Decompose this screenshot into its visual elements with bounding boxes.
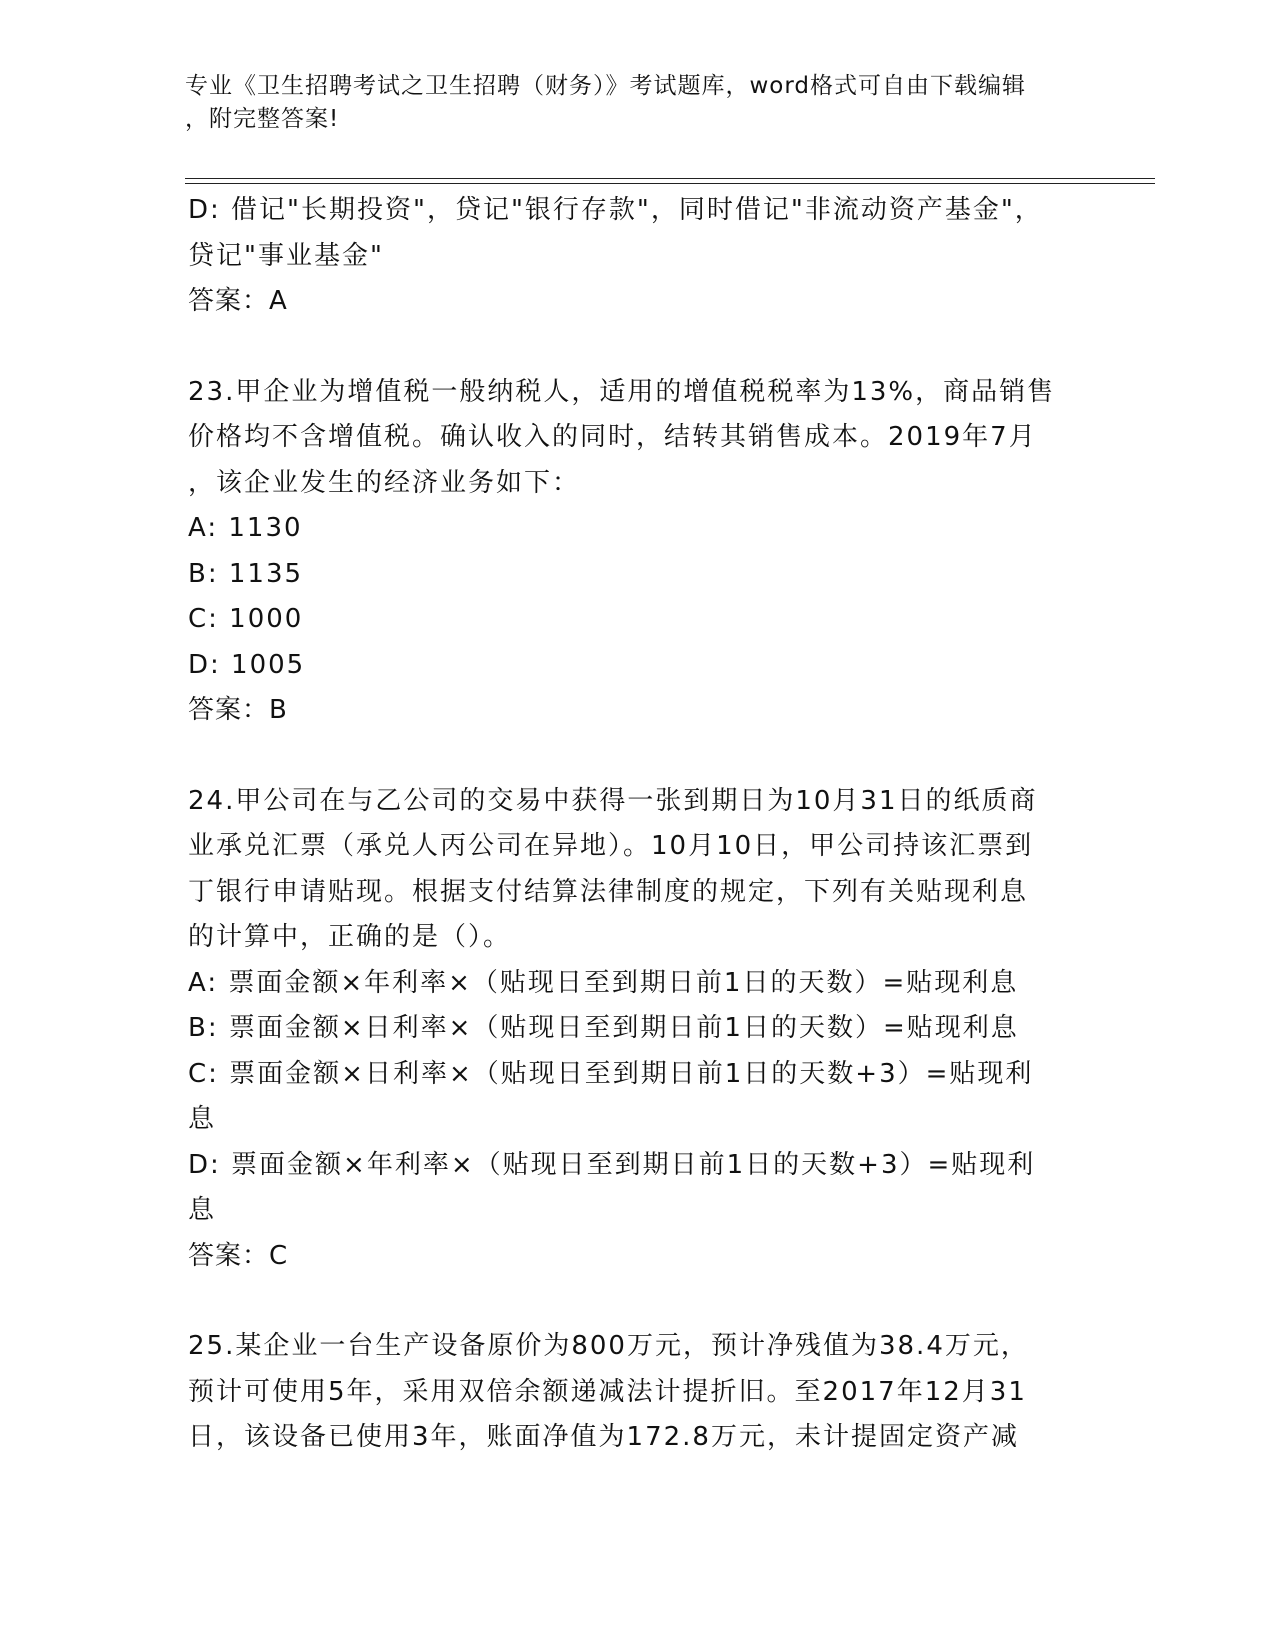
question-stem: 价格均不含增值税。确认收入的同时，结转其销售成本。2019年7月 [188,422,1037,452]
option-d-continued: 息 [188,1195,217,1225]
header-line: 专业《卫生招聘考试之卫生招聘（财务）》考试题库，word格式可自由下载编辑 [185,73,1027,99]
header-divider [185,183,1155,184]
question-stem: 24.甲公司在与乙公司的交易中获得一张到期日为10月31日的纸质商 [188,785,1038,816]
header-line: ，附完整答案! [185,106,340,132]
option-b: B: 1135 [188,558,304,589]
option-c: C: 1000 [188,604,304,634]
option-c-continued: 息 [188,1104,217,1134]
question-content [188,188,1088,1461]
option-d-continued: 贷记"事业基金" [188,240,384,271]
question-22-tail [188,188,1088,325]
document-header [185,70,1065,136]
option-b: B: 票面金额×日利率×（贴现日至到期日前1日的天数）=贴现利息 [188,1013,1019,1043]
question-stem: 的计算中，正确的是（）。 [188,922,512,952]
option-a: A: 1130 [188,513,303,543]
question-23 [188,370,1088,734]
question-24 [188,779,1088,1280]
answer: 答案：B [188,695,288,725]
question-stem: 25.某企业一台生产设备原价为800万元，预计净残值为38.4万元， [188,1331,1029,1361]
question-25 [188,1324,1088,1461]
question-stem: 预计可使用5年，采用双倍余额递减法计提折旧。至2017年12月31 [188,1376,1027,1407]
option-a: A: 票面金额×年利率×（贴现日至到期日前1日的天数）=贴现利息 [188,967,1019,998]
question-stem: 丁银行申请贴现。根据支付结算法律制度的规定，下列有关贴现利息 [188,876,1029,907]
question-stem: ，该企业发生的经济业务如下： [188,467,581,498]
option-d: D: 借记"长期投资"，贷记"银行存款"，同时借记"非流动资产基金"， [188,195,1043,225]
option-c: C: 票面金额×日利率×（贴现日至到期日前1日的天数+3）=贴现利 [188,1058,1034,1089]
answer: 答案：A [188,286,288,316]
question-stem: 业承兑汇票（承兑人丙公司在异地）。10月10日，甲公司持该汇票到 [188,831,1034,861]
option-d: D: 票面金额×年利率×（贴现日至到期日前1日的天数+3）=贴现利 [188,1149,1036,1180]
question-stem: 日，该设备已使用3年，账面净值为172.8万元，未计提固定资产减 [188,1422,1019,1452]
option-d: D: 1005 [188,649,306,680]
header-divider [185,178,1155,179]
question-stem: 23.甲企业为增值税一般纳税人，适用的增值税税率为13%，商品销售 [188,376,1056,407]
answer: 答案：C [188,1240,289,1271]
